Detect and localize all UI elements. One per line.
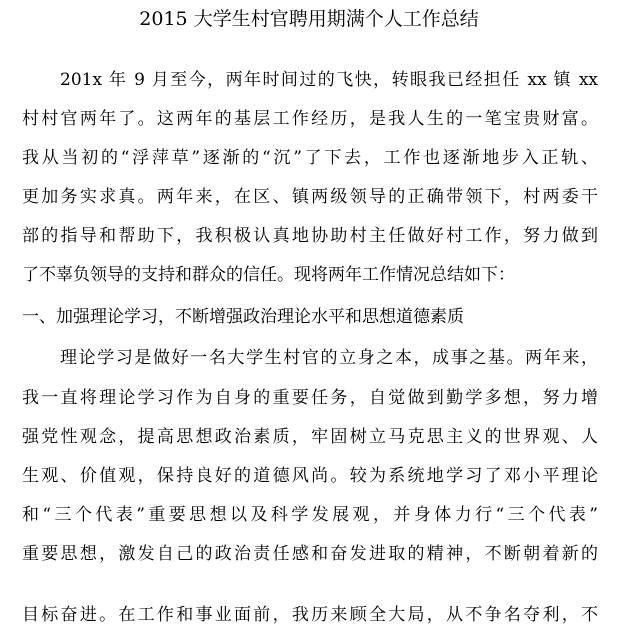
paragraph-1-line-3: 我从当初的“浮萍草”逐渐的“沉”了下去，工作也逐渐地步入正轨、 (22, 148, 598, 168)
paragraph-2-line-7: 目标奋进。在工作和事业面前，我历来顾全大局，从不争名夺利，不 (22, 605, 598, 625)
paragraph-2-line-4: 生观、价值观，保持良好的道德风尚。较为系统地学习了邓小平理论 (22, 466, 598, 486)
paragraph-1-line-4: 更加务实求真。两年来，在区、镇两级领导的正确带领下，村两委干 (22, 187, 598, 207)
document-title: 2015 大学生村官聘用期满个人工作总结 (139, 8, 479, 30)
paragraph-1-line-5: 部的指导和帮助下，我积极认真地协助村主任做好村工作，努力做到 (22, 226, 598, 246)
paragraph-2-line-1: 理论学习是做好一名大学生村官的立身之本，成事之基。两年来， (60, 348, 598, 368)
section-heading-1: 一、加强理论学习，不断增强政治理论水平和思想道德素质 (22, 307, 464, 327)
paragraph-1-line-1: 201x 年 9 月至今，两年时间过的飞快，转眼我已经担任 xx 镇 xx (60, 70, 598, 90)
paragraph-2-line-3: 强党性观念，提高思想政治素质，牢固树立马克思主义的世界观、人 (22, 427, 598, 447)
paragraph-1-line-2: 村村官两年了。这两年的基层工作经历，是我人生的一笔宝贵财富。 (22, 109, 598, 129)
paragraph-1-line-6: 了不辜负领导的支持和群众的信任。现将两年工作情况总结如下： (22, 265, 515, 285)
paragraph-2-line-6: 重要思想，激发自己的政治责任感和奋发进取的精神，不断朝着新的 (22, 544, 598, 564)
paragraph-2-line-5: 和“三个代表”重要思想以及科学发展观，并身体力行“三个代表” (22, 505, 598, 525)
paragraph-2-line-2: 我一直将理论学习作为自身的重要任务，自觉做到勤学多想，努力增 (22, 388, 598, 408)
